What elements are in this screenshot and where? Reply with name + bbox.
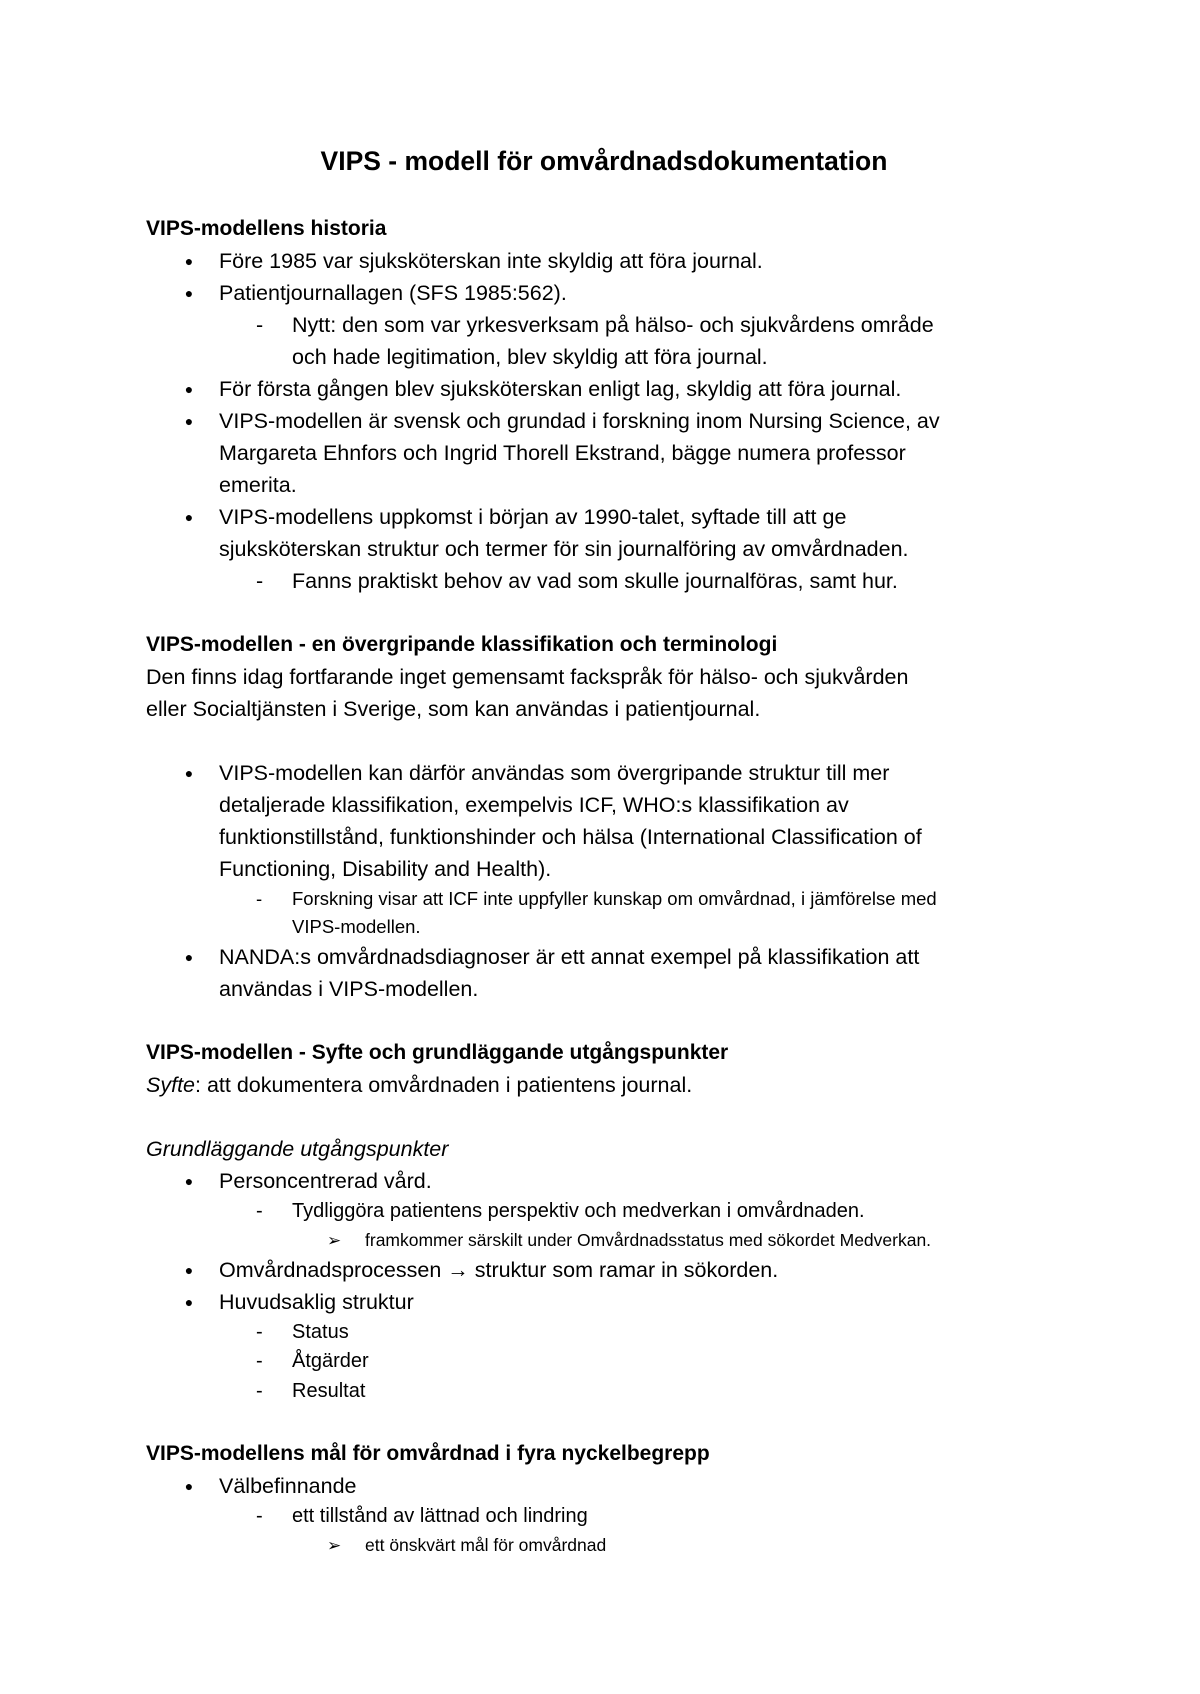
dash-icon: - xyxy=(256,1350,263,1372)
list-item xyxy=(146,405,1046,501)
list-item xyxy=(146,277,1046,309)
list-item-text: Välbefinnande xyxy=(219,1474,357,1498)
sub-heading-utgangspunkter: Grundläggande utgångspunkter xyxy=(146,1137,449,1161)
list-item-text: Status xyxy=(292,1320,349,1343)
list-item-text: VIPS-modellen. xyxy=(292,916,421,937)
list-item xyxy=(146,501,1046,565)
list-item-text: ett tillstånd av lättnad och lindring xyxy=(292,1505,588,1527)
list-item xyxy=(146,1286,1046,1318)
sub-list-item xyxy=(146,1197,1046,1227)
list-item-text: ett önskvärt mål för omvårdnad xyxy=(365,1534,607,1555)
section-heading-mal: VIPS-modellens mål för omvårdnad i fyra nyckelbegrepp xyxy=(146,1442,710,1465)
list-item-text: Nytt: den som var yrkesverksam på hälso- och sjukvårdens område xyxy=(292,313,934,337)
dash-icon: - xyxy=(256,1379,263,1402)
list-item-text: emerita. xyxy=(219,473,297,497)
dash-icon: - xyxy=(256,313,264,337)
sub-list-item xyxy=(146,1502,1046,1532)
sub-list-item xyxy=(146,565,1046,597)
list-item-text: Resultat xyxy=(292,1379,366,1402)
bullet-icon: ● xyxy=(184,765,194,781)
syfte-paragraph xyxy=(146,1069,1046,1101)
bullet-icon: ● xyxy=(184,253,194,269)
paragraph-line: Den finns idag fortfarande inget gemensamt fackspråk för hälso- och sjukvården xyxy=(146,665,909,689)
dash-icon: - xyxy=(256,888,263,909)
list-item xyxy=(146,373,1046,405)
section-heading-syfte: VIPS-modellen - Syfte och grundläggande utgångspunkter xyxy=(146,1041,729,1064)
list-item-text: För första gången blev sjuksköterskan enligt lag, skyldig att föra journal. xyxy=(219,377,902,401)
list-item xyxy=(146,1254,1046,1286)
sub-list-item xyxy=(146,885,1046,941)
list-item-text: detaljerade klassifikation, exempelvis ICF, WHO:s klassifikation av xyxy=(219,793,849,817)
bullet-icon: ● xyxy=(184,1293,194,1310)
list-item-text: Personcentrerad vård. xyxy=(219,1169,432,1193)
list-item-text: Omvårdnadsprocessen → struktur som ramar in sökorden. xyxy=(219,1257,779,1282)
list-item xyxy=(146,1165,1046,1197)
document-body xyxy=(146,213,1046,1559)
list-item-text: Åtgärder xyxy=(292,1350,369,1372)
dash-icon: - xyxy=(256,569,264,593)
sub-list-item xyxy=(146,1377,1046,1407)
sub-list-item xyxy=(146,309,1046,373)
list-item-text: sjuksköterskan struktur och termer för sin journalföring av omvårdnaden. xyxy=(219,537,909,561)
list-item-text: Patientjournallagen (SFS 1985:562). xyxy=(219,281,567,305)
list-item-text: framkommer särskilt under Omvårdnadsstatus med sökordet Medverkan. xyxy=(365,1229,932,1250)
list-item-text: Fanns praktiskt behov av vad som skulle journalföras, samt hur. xyxy=(292,569,898,593)
sub-sub-list-item xyxy=(146,1227,1046,1254)
paragraph-line: eller Socialtjänsten i Sverige, som kan användas i patientjournal. xyxy=(146,697,761,721)
sub-sub-list-item xyxy=(146,1532,1046,1559)
bullet-icon: ● xyxy=(184,413,194,429)
list-item-text: Huvudsaklig struktur xyxy=(219,1289,414,1314)
list-item xyxy=(146,245,1046,277)
section-heading-klassifikation: VIPS-modellen - en övergripande klassifikation och terminologi xyxy=(146,633,778,656)
bullet-icon: ● xyxy=(184,509,194,525)
sub-list-item xyxy=(146,1318,1046,1348)
dash-icon: - xyxy=(256,1505,263,1527)
sub-list-item xyxy=(146,1347,1046,1377)
syfte-text: : att dokumentera omvårdnaden i patientens journal. xyxy=(195,1073,693,1097)
document-title: VIPS - modell för omvårdnadsdokumentation xyxy=(320,146,888,176)
list-item-text: VIPS-modellen kan därför användas som övergripande struktur till mer xyxy=(219,761,890,785)
list-item-text: NANDA:s omvårdnadsdiagnoser är ett annat exempel på klassifikation att xyxy=(219,945,920,969)
list-item-text: Forskning visar att ICF inte uppfyller kunskap om omvårdnad, i jämförelse med xyxy=(292,888,937,909)
dash-icon: - xyxy=(256,1320,263,1343)
bullet-icon: ● xyxy=(184,285,194,301)
bullet-icon: ● xyxy=(184,1478,194,1494)
section-heading-historia: VIPS-modellens historia xyxy=(146,217,387,240)
list-item xyxy=(146,757,1046,885)
list-item-text: Margareta Ehnfors och Ingrid Thorell Ekstrand, bägge numera professor xyxy=(219,441,906,465)
list-item xyxy=(146,1470,1046,1502)
syfte-label: Syfte xyxy=(146,1073,195,1097)
list-item-text: Före 1985 var sjuksköterskan inte skyldig att föra journal. xyxy=(219,249,763,273)
list-item-text: VIPS-modellens uppkomst i början av 1990-talet, syftade till att ge xyxy=(219,505,847,529)
bullet-icon: ● xyxy=(184,949,194,965)
bullet-icon: ● xyxy=(184,1261,194,1278)
list-item-text: användas i VIPS-modellen. xyxy=(219,977,479,1001)
list-item-text: funktionstillstånd, funktionshinder och hälsa (International Classification of xyxy=(219,825,922,849)
dash-icon: - xyxy=(256,1200,263,1222)
bullet-icon: ● xyxy=(184,1173,194,1189)
bullet-icon: ● xyxy=(184,381,194,397)
arrow-icon: ➢ xyxy=(327,1535,342,1555)
list-item xyxy=(146,941,1046,1005)
list-item-text: VIPS-modellen är svensk och grundad i forskning inom Nursing Science, av xyxy=(219,409,940,433)
list-item-text: Functioning, Disability and Health). xyxy=(219,857,552,881)
arrow-icon: ➢ xyxy=(327,1230,342,1250)
list-item-text: och hade legitimation, blev skyldig att föra journal. xyxy=(292,345,768,369)
list-item-text: Tydliggöra patientens perspektiv och medverkan i omvårdnaden. xyxy=(292,1200,865,1222)
